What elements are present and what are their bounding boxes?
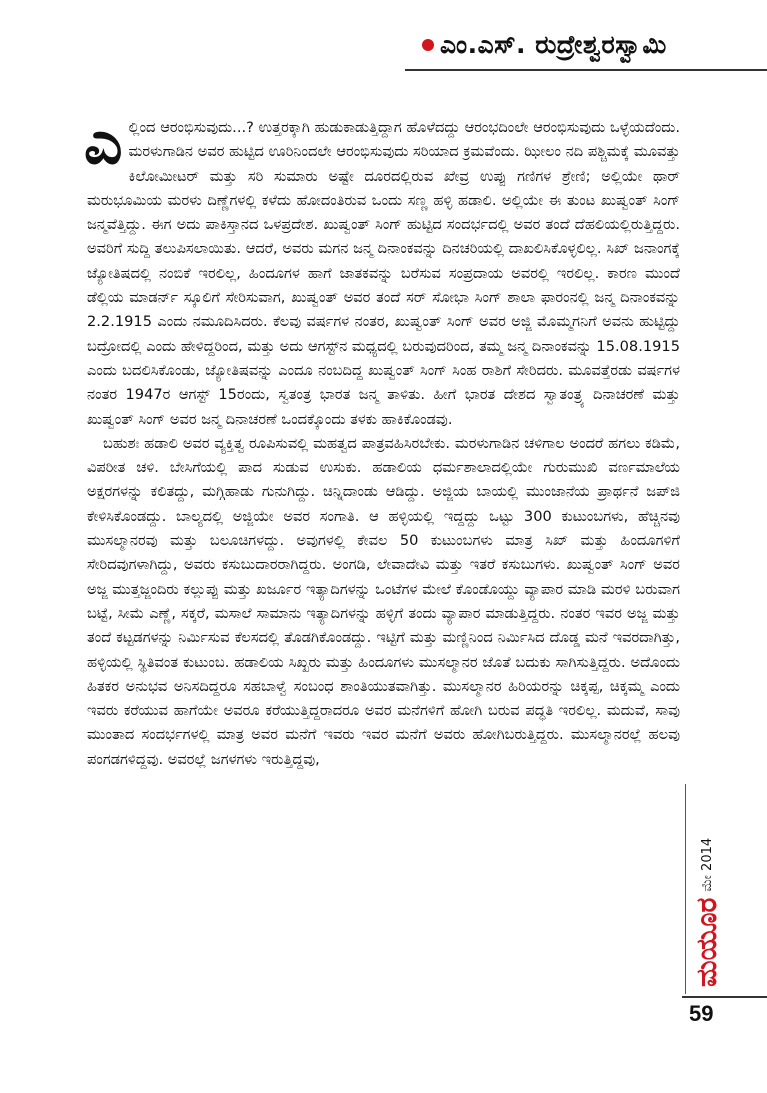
- author-byline: [422, 28, 667, 62]
- magazine-name: ಮಯೂರ: [690, 897, 723, 987]
- header-rule: [405, 69, 767, 71]
- bullet-dot-icon: [422, 39, 434, 51]
- article-body: [84, 108, 680, 772]
- footer-rule: [682, 996, 767, 998]
- author-name: ಎಂ.ಎಸ್. ರುದ್ರೇಶ್ವರಸ್ವಾಮಿ: [440, 30, 667, 59]
- page-number: 59: [689, 1001, 714, 1026]
- issue-date: ಮೇ 2014: [699, 837, 715, 892]
- paragraph-1-text: ಲ್ಲಿಂದ ಆರಂಭಿಸುವುದು...? ಉತ್ತರಕ್ಕಾಗಿ ಹುಡುಕಾಡುತ್ತಿದ್ದಾಗ ಹೊಳೆದದ್ದು ಆರಂಭದಿಂಲೇ ಆರಂಭಿಸುವುದು ಒಳ್ಳೆಯದೆಂದು. ಮರಳುಗಾಡಿನ ಅವರ ಹುಟ್ಟಿದ ಊರಿನಿಂದಲೇ ಆರಂಭಿಸುವುದು ಸರಿಯಾದ ಕ್ರಮವೆಂದು. ಝೀಲಂ ನದಿ ಪಶ್ಚಿಮಕ್ಕೆ ಮೂವತ್ತು ಕಿಲೋಮೀಟರ್ ಮತ್ತು ಸರಿ ಸುಮಾರು ಅಷ್ಟೇ ದೂರದಲ್ಲಿರುವ ಖೇವ್ರ ಉಪ್ಪು ಗಣಿಗಳ ಶ್ರೇಣಿ; ಅಲ್ಲಿಯೇ ಥಾರ್ ಮರುಭೂಮಿಯ ಮರಳು ದಿಣ್ಣೆಗಳಲ್ಲಿ ಕಳೆದು ಹೋದಂತಿರುವ ಒಂದು ಸಣ್ಣ ಹಳ್ಳಿ ಹಡಾಲಿ. ಅಲ್ಲಿಯೇ ಈ ತುಂಟ ಖುಷ್ವಂತ್ ಸಿಂಗ್ ಜನ್ಮವೆತ್ತಿದ್ದು. ಈಗ ಅದು ಪಾಕಿಸ್ತಾನದ ಒಳಪ್ರದೇಶ. ಖುಷ್ವಂತ್ ಸಿಂಗ್ ಹುಟ್ಟಿದ ಸಂದರ್ಭದಲ್ಲಿ ಅವರ ತಂದೆ ದೆಹಲಿಯಲ್ಲಿರುತ್ತಿದ್ದರು. ಅವರಿಗೆ ಸುದ್ದಿ ತಲುಪಿಸಲಾಯಿತು. ಆದರೆ, ಅವರು ಮಗನ ಜನ್ಮ ದಿನಾಂಕವನ್ನು ದಿನಚರಿಯಲ್ಲಿ ದಾಖಲಿಸಿಕೊಳ್ಳಲಿಲ್ಲ. ಸಿಖ್ ಜನಾಂಗಕ್ಕೆ ಜ್ಯೋತಿಷದಲ್ಲಿ ನಂಬಿಕೆ ಇರಲಿಲ್ಲ, ಹಿಂದೂಗಳ ಹಾಗೆ ಜಾತಕವನ್ನು ಬರೆಸುವ ಸಂಪ್ರದಾಯ ಅವರಲ್ಲಿ ಇರಲಿಲ್ಲ. ಕಾರಣ ಮುಂದೆ ಡೆಲ್ಲಿಯ ಮಾಡರ್ನ್ ಸ್ಕೂಲಿಗೆ ಸೇರಿಸುವಾಗ, ಖುಷ್ವಂತ್ ಅವರ ತಂದೆ ಸರ್ ಸೋಭಾ ಸಿಂಗ್ ಶಾಲಾ ಫಾರಂನಲ್ಲಿ ಜನ್ಮ ದಿನಾಂಕವನ್ನು 2.2.1915 ಎಂದು ನಮೂದಿಸಿದರು. ಕೆಲವು ವರ್ಷಗಳ ನಂತರ, ಖುಷ್ವಂತ್ ಸಿಂಗ್ ಅವರ ಅಜ್ಜಿ ಮೊಮ್ಮಗನಿಗೆ ಅವನು ಹುಟ್ಟಿದ್ದು ಬದ್ರೋದಲ್ಲಿ ಎಂದು ಹೇಳಿದ್ದರಿಂದ, ಮತ್ತು ಅದು ಆಗಸ್ಟ್‌ನ ಮಧ್ಯದಲ್ಲಿ ಬರುವುದರಿಂದ, ತಮ್ಮ ಜನ್ಮ ದಿನಾಂಕವನ್ನು 15.08.1915 ಎಂದು ಬದಲಿಸಿಕೊಂಡು, ಜ್ಯೋತಿಷವನ್ನು ಎಂದೂ ನಂಬದಿದ್ದ ಖುಷ್ವಂತ್ ಸಿಂಗ್ ಸಿಂಹ ರಾಶಿಗೆ ಸೇರಿದರು. ಮೂವತ್ತೆರಡು ವರ್ಷಗಳ ನಂತರ 1947ರ ಆಗಸ್ಟ್ 15ರಂದು, ಸ್ವತಂತ್ರ ಭಾರತ ಜನ್ಮ ತಾಳಿತು. ಹೀಗೆ ಭಾರತ ದೇಶದ ಸ್ವಾತಂತ್ರ್ಯ ದಿನಾಚರಣೆ ಮತ್ತು ಖುಷ್ವಂತ್ ಸಿಂಗ್ ಅವರ ಜನ್ಮ ದಿನಾಚರಣೆ ಒಂದಕ್ಕೊಂದು ತಳಕು ಹಾಕಿಕೊಂಡವು.: [87, 119, 680, 428]
- drop-cap: ಎ: [84, 108, 123, 178]
- article-paragraph-2: ಬಹುಶಃ ಹಡಾಲಿ ಅವರ ವ್ಯಕ್ತಿತ್ವ ರೂಪಿಸುವಲ್ಲಿ ಮಹತ್ವದ ಪಾತ್ರವಹಿಸಿರಬೇಕು. ಮರಳುಗಾಡಿನ ಚಳಿಗಾಲ ಅಂದರೆ ಹಗಲು ಕಡಿಮೆ, ವಿಪರೀತ ಚಳಿ. ಬೇಸಿಗೆಯಲ್ಲಿ ಪಾದ ಸುಡುವ ಉಸುಕು. ಹಡಾಲಿಯ ಧರ್ಮಶಾಲಾದಲ್ಲಿಯೇ ಗುರುಮುಖಿ ವರ್ಣಮಾಲೆಯ ಅಕ್ಷರಗಳನ್ನು ಕಲಿತದ್ದು, ಮಗ್ಗಿಹಾಡು ಗುನುಗಿದ್ದು. ಚಿನ್ನಿದಾಂಡು ಆಡಿದ್ದು. ಅಜ್ಜಿಯ ಬಾಯಲ್ಲಿ ಮುಂಜಾನೆಯ ಪ್ರಾರ್ಥನೆ ಜಪ್‌ಜಿ ಕೇಳಿಸಿಕೊಂಡದ್ದು. ಬಾಲ್ಯದಲ್ಲಿ ಅಜ್ಜಿಯೇ ಅವರ ಸಂಗಾತಿ. ಆ ಹಳ್ಳಿಯಲ್ಲಿ ಇದ್ದದ್ದು ಒಟ್ಟು 300 ಕುಟುಂಬಗಳು, ಹೆಚ್ಚಿನವು ಮುಸಲ್ಮಾನರವು ಮತ್ತು ಬಲೂಚಿಗಳದ್ದು. ಅವುಗಳಲ್ಲಿ ಕೇವಲ 50 ಕುಟುಂಬಗಳು ಮಾತ್ರ ಸಿಖ್ ಮತ್ತು ಹಿಂದೂಗಳಿಗೆ ಸೇರಿದವುಗಳಾಗಿದ್ದು, ಅವರು ಕಸುಬುದಾರರಾಗಿದ್ದರು. ಅಂಗಡಿ, ಲೇವಾದೇವಿ ಮತ್ತು ಇತರೆ ಕಸುಬುಗಳು. ಖುಷ್ವಂತ್ ಸಿಂಗ್ ಅವರ ಅಜ್ಜ ಮುತ್ತಜ್ಜಂದಿರು ಕಲ್ಲುಪ್ಪು ಮತ್ತು ಖರ್ಜೂರ ಇತ್ಯಾದಿಗಳನ್ನು ಒಂಟೆಗಳ ಮೇಲೆ ಕೊಂಡೊಯ್ದು ವ್ಯಾಪಾರ ಮಾಡಿ ಮರಳಿ ಬರುವಾಗ ಬಟ್ಟೆ, ಸೀಮೆ ಎಣ್ಣೆ, ಸಕ್ಕರೆ, ಮಸಾಲೆ ಸಾಮಾನು ಇತ್ಯಾದಿಗಳನ್ನು ಹಳ್ಳಿಗೆ ತಂದು ವ್ಯಾಪಾರ ಮಾಡುತ್ತಿದ್ದರು. ನಂತರ ಇವರ ಅಜ್ಜ ಮತ್ತು ತಂದೆ ಕಟ್ಟಡಗಳನ್ನು ನಿರ್ಮಿಸುವ ಕೆಲಸದಲ್ಲಿ ತೊಡಗಿಕೊಂಡದ್ದು. ಇಟ್ಟಿಗೆ ಮತ್ತು ಮಣ್ಣಿನಿಂದ ನಿರ್ಮಿಸಿದ ದೊಡ್ಡ ಮನೆ ಇವರದಾಗಿತ್ತು, ಹಳ್ಳಿಯಲ್ಲಿ ಸ್ಥಿತಿವಂತ ಕುಟುಂಬ. ಹಡಾಲಿಯ ಸಿಖ್ಖರು ಮತ್ತು ಹಿಂದೂಗಳು ಮುಸಲ್ಮಾನರ ಜೊತೆ ಬದುಕು ಸಾಗಿಸುತ್ತಿದ್ದರು. ಅದೊಂದು ಹಿತಕರ ಅನುಭವ ಅನಿಸದಿದ್ದರೂ ಸಹಬಾಳ್ವೆ ಸಂಬಂಧ ಶಾಂತಿಯುತವಾಗಿತ್ತು. ಮುಸಲ್ಮಾನರ ಹಿರಿಯರನ್ನು ಚಿಕ್ಕಪ್ಪ, ಚಿಕ್ಕಮ್ಮ ಎಂದು ಇವರು ಕರೆಯುವ ಹಾಗೆಯೇ ಅವರೂ ಕರೆಯುತ್ತಿದ್ದರಾದರೂ ಅವರ ಮನೆಗಳಿಗೆ ಹೋಗಿ ಬರುವ ಪದ್ಧತಿ ಇರಲಿಲ್ಲ. ಮದುವೆ, ಸಾವು ಮುಂತಾದ ಸಂದರ್ಭಗಳಲ್ಲಿ ಮಾತ್ರ ಅವರ ಮನೆಗೆ ಇವರು ಇವರ ಮನೆಗೆ ಅವರು ಹೋಗಿಬರುತ್ತಿದ್ದರು. ಮುಸಲ್ಮಾನರಲ್ಲೆ ಹಲವು ಪಂಗಡಗಳಿದ್ದವು. ಅವರಲ್ಲೆ ಜಗಳಗಳು ಇರುತ್ತಿದ್ದವು,: [87, 434, 680, 768]
- margin-rule: [685, 784, 686, 994]
- article-paragraph-1: [84, 108, 680, 432]
- magazine-masthead: [690, 837, 724, 987]
